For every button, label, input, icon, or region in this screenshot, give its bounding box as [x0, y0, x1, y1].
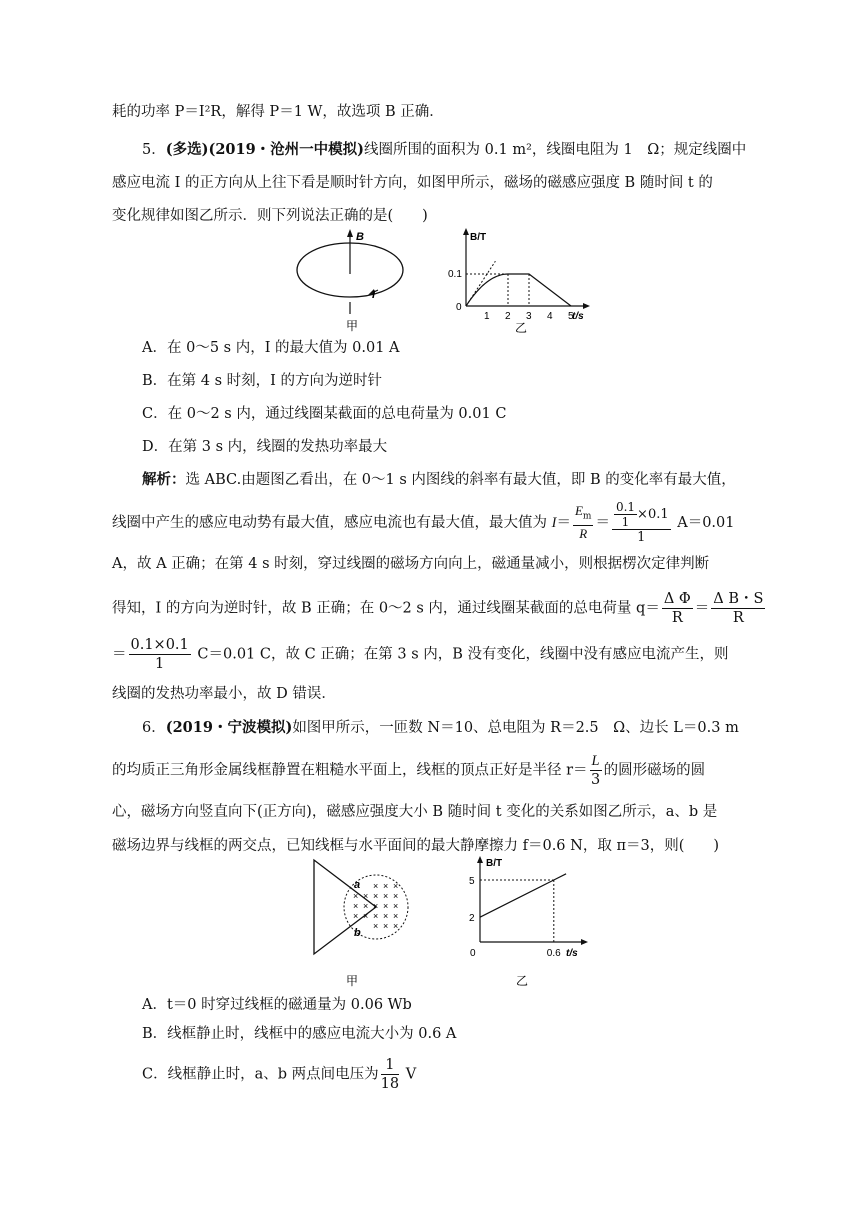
x-tick-3: 3 — [526, 311, 532, 322]
q6-number: 6． — [142, 720, 166, 736]
q5-analysis-line1: 解析：选 ABC.由题图乙看出，在 0～1 s 内图线的斜率有最大值，即 B 的变化率有最大值， — [142, 471, 736, 488]
label-b-point: b — [354, 927, 361, 939]
label-i: I — [372, 289, 376, 301]
q5-figure-yi — [446, 226, 596, 338]
cross-mark: × — [393, 881, 399, 891]
q5-analysis-line6: 线圈的发热功率最小，故 D 错误． — [112, 686, 336, 702]
cross-mark: × — [373, 921, 379, 931]
y-label-6: B/T — [486, 858, 503, 869]
q5-option-d[interactable]: D．在第 3 s 内，线圈的发热功率最大 — [142, 439, 388, 455]
cross-mark: × — [353, 911, 359, 921]
caption-jia: 甲 — [346, 319, 359, 333]
q5-analysis-line5: ＝ $\frac{0.1\times 0.1}{1}$ C＝0.01 C，故 C 正确；在第 3 s 内，B 没有变化，线圈中没有感应电流产生，则 — [112, 637, 729, 672]
caption-yi: 乙 — [515, 321, 528, 335]
x-label-6: t/s — [566, 948, 578, 959]
q5-stem-line2: 感应电流 I 的正方向从上往下看是顺时针方向，如图甲所示，磁场的磁感应强度 B 随时间 t 的 — [112, 175, 713, 191]
q5-tag: (多选) — [165, 141, 209, 158]
y-tick-2: 2 — [469, 913, 475, 925]
cross-mark: × — [373, 911, 379, 921]
cross-mark: × — [383, 881, 389, 891]
analysis-label: 解析： — [142, 471, 186, 488]
caption-jia-6: 甲 — [346, 974, 359, 988]
cross-mark: × — [353, 891, 359, 901]
q6-option-c[interactable]: C．线框静止时，a、b 两点间电压为 $\frac{1}{18}$ V — [142, 1057, 417, 1092]
label-b: B — [356, 231, 364, 243]
q6-stem-line4: 磁场边界与线框的两交点，已知线框与水平面间的最大静摩擦力 f＝0.6 N，取 π＝3，则( ) — [112, 838, 720, 854]
x-tick-1: 1 — [484, 311, 490, 322]
q6-option-b[interactable]: B．线框静止时，线框中的感应电流大小为 0.6 A — [142, 1026, 457, 1042]
q5-stem-line3: 变化规律如图乙所示．则下列说法正确的是( ) — [112, 208, 428, 224]
cross-mark: × — [383, 911, 389, 921]
q5-figure-jia — [290, 226, 420, 336]
q5-option-b[interactable]: B．在第 4 s 时刻，I 的方向为逆时针 — [142, 373, 382, 389]
cross-mark: × — [393, 891, 399, 901]
cross-mark: × — [363, 911, 369, 921]
cross-mark: × — [373, 891, 379, 901]
q5-option-c[interactable]: C．在 0～2 s 内，通过线圈某截面的总电荷量为 0.01 C — [142, 406, 507, 422]
y-tick-5: 5 — [469, 876, 475, 887]
tangent-dashed — [466, 261, 495, 306]
origin-6: 0 — [470, 948, 476, 959]
y-tick-0-1: 0.1 — [448, 269, 462, 280]
q5-analysis-line3: A，故 A 正确；在第 4 s 时刻，穿过线圈的磁场方向向上，磁通量减小，则根据楞次定律判断 — [112, 556, 710, 572]
cross-mark: × — [373, 901, 379, 911]
q6-option-a[interactable]: A．t＝0 时穿过线框的磁通量为 0.06 Wb — [142, 997, 412, 1013]
cross-mark: × — [373, 881, 379, 891]
origin: 0 — [456, 302, 462, 313]
q6-stem-line1: 6．(2019・宁波模拟)如图甲所示，一匝数 N＝10、总电阻为 R＝2.5 Ω、边长 L＝0.3 m — [142, 719, 739, 736]
cross-mark: × — [393, 921, 399, 931]
cross-mark: × — [363, 891, 369, 901]
q6-figure-jia — [306, 852, 426, 992]
cross-mark: × — [353, 901, 359, 911]
q5-number: 5． — [142, 142, 166, 158]
q6-source: (2019・宁波模拟) — [165, 719, 293, 736]
q5-analysis-line4: 得知，I 的方向为逆时针，故 B 正确；在 0～2 s 内，通过线圈某截面的总电荷量 q＝ $\frac{\text{Δ Φ}}{R}$ ＝ $\frac{\text{Δ B・S}}{R}$ — [112, 591, 764, 626]
q5-source: (2019・沧州一中模拟) — [208, 141, 365, 158]
cross-mark: × — [383, 921, 389, 931]
x-label: t/s — [572, 311, 584, 322]
intro-line: 耗的功率 P＝I²R，解得 P＝1 W，故选项 B 正确． — [112, 104, 444, 120]
q5-analysis-line2: 线圈中产生的感应电动势有最大值，感应电流也有最大值，最大值为 I＝ $\frac{E_m}{R}$ ＝ $\frac{0.1}{1}$ ×0.1 1 A＝0.01 — [112, 500, 735, 545]
cross-mark: × — [383, 901, 389, 911]
q6-stem-line3: 心，磁场方向竖直向下(正方向)，磁感应强度大小 B 随时间 t 变化的关系如图乙所示，a、b 是 — [112, 804, 718, 820]
x-tick-4: 4 — [547, 311, 553, 322]
caption-yi-6: 乙 — [516, 974, 529, 988]
q5-option-a[interactable]: A．在 0～5 s 内，I 的最大值为 0.01 A — [142, 340, 400, 356]
q6-figure-yi — [466, 852, 596, 992]
label-a: a — [354, 879, 361, 891]
x-tick-2: 2 — [505, 311, 511, 322]
x-tick-0-6: 0.6 — [546, 948, 561, 959]
cross-mark: × — [393, 901, 399, 911]
cross-mark: × — [393, 911, 399, 921]
x-tick-5: 5 — [568, 311, 574, 322]
cross-mark: × — [363, 901, 369, 911]
q6-stem-line2: 的均质正三角形金属线框静置在粗糙水平面上，线框的顶点正好是半径 r＝ $\frac{L}{3}$ 的圆形磁场的圆 — [112, 753, 706, 788]
q5-stem-line1: 5．(多选)(2019・沧州一中模拟)线圈所围的面积为 0.1 m²，线圈电阻为 1 Ω；规定线圈中 — [142, 141, 747, 158]
b-t-line — [466, 274, 571, 306]
cross-mark: × — [383, 891, 389, 901]
y-label: B/T — [470, 232, 487, 243]
